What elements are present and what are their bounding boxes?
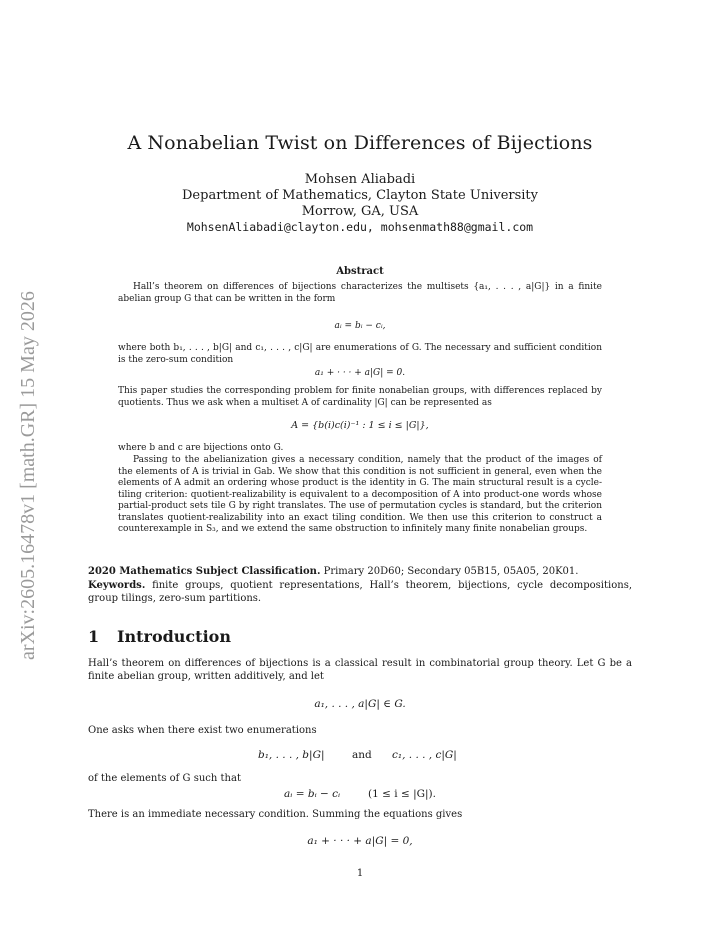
section-heading-introduction: [88, 627, 231, 646]
abstract-paragraph-1: Hall’s theorem on differences of bijections characterizes the multisets {a₁, . . . , a|G|} in a finite abelian group G that can be written in the form: [118, 282, 602, 304]
keywords-label: Keywords.: [88, 580, 146, 591]
author-affiliation: Department of Mathematics, Clayton State University: [182, 188, 538, 203]
msc-classification: [88, 565, 632, 578]
abstract-equation-3: A = {b(i)c(i)⁻¹ : 1 ≤ i ≤ |G|},: [291, 420, 429, 431]
author-name: Mohsen Aliabadi: [304, 172, 416, 187]
keywords-text: finite groups, quotient representations, Hall’s theorem, bijections, cycle decompositions, group tilings, zero-sum partitions.: [88, 580, 632, 604]
intro-equation-3-right: (1 ≤ i ≤ |G|).: [368, 788, 436, 800]
intro-equation-1: a₁, . . . , a|G| ∈ G.: [314, 698, 406, 710]
intro-paragraph-2: One asks when there exist two enumerations: [88, 725, 317, 736]
abstract-paragraph-3: This paper studies the corresponding problem for finite nonabelian groups, with differences replaced by quotients. Thus we ask when a multiset A of cardinality |G| can be represented as: [118, 386, 602, 408]
msc-label: 2020 Mathematics Subject Classification.: [88, 566, 321, 577]
abstract-paragraph-4: where b and c are bijections onto G.: [118, 443, 284, 453]
abstract-paragraph-2: where both b₁, . . . , b|G| and c₁, . . . , c|G| are enumerations of G. The necessary and sufficient condition is the zero-sum condition: [118, 343, 602, 365]
intro-equation-4: a₁ + · · · + a|G| = 0,: [307, 835, 413, 847]
intro-equation-3-left: aᵢ = bᵢ − cᵢ: [284, 788, 341, 800]
author-emails: MohsenAliabadi@clayton.edu, mohsenmath88@gmail.com: [186, 220, 534, 234]
paper-title: A Nonabelian Twist on Differences of Bijections: [127, 132, 593, 154]
intro-paragraph-3: of the elements of G such that: [88, 773, 241, 784]
abstract-paragraph-5: Passing to the abelianization gives a necessary condition, namely that the product of the images of the elements of A is trivial in Gab. We show that this condition is not sufficient in general, even when the elements of A admit an ordering whose product is the identity in G. The main structural result is a cycle-tiling criterion: quotient-realizability is equivalent to a decomposition of A into product-one words whose partial-product sets tile G by right translates. The use of permutation cycles is standard, but the criterion translates quotient-realizability into an exact tiling condition. We then use this criterion to construct a counterexample in S₃, and we extend the same obstruction to infinitely many finite nonabelian groups.: [118, 455, 602, 534]
page-number: 1: [356, 868, 364, 879]
author-location: Morrow, GA, USA: [301, 204, 419, 219]
abstract-equation-2: a₁ + · · · + a|G| = 0.: [314, 368, 406, 378]
intro-equation-2-right: c₁, . . . , c|G|: [392, 749, 457, 761]
intro-equation-2-and: and: [352, 749, 372, 761]
abstract-heading: Abstract: [336, 266, 384, 277]
intro-equation-2-left: b₁, . . . , b|G|: [258, 749, 325, 761]
keywords: [88, 579, 632, 605]
abstract-equation-1: aᵢ = bᵢ − cᵢ,: [334, 321, 386, 331]
section-number: 1: [88, 627, 100, 646]
msc-text: Primary 20D60; Secondary 05B15, 05A05, 20K01.: [320, 566, 579, 577]
arxiv-identifier-stamp: arXiv:2605.16478v1 [math.GR] 15 May 2026: [17, 291, 39, 660]
intro-paragraph-4: There is an immediate necessary condition. Summing the equations gives: [88, 809, 463, 820]
section-title: Introduction: [117, 627, 231, 646]
intro-paragraph-1: Hall’s theorem on differences of bijections is a classical result in combinatorial group theory. Let G be a finite abelian group, written additively, and let: [88, 658, 632, 682]
